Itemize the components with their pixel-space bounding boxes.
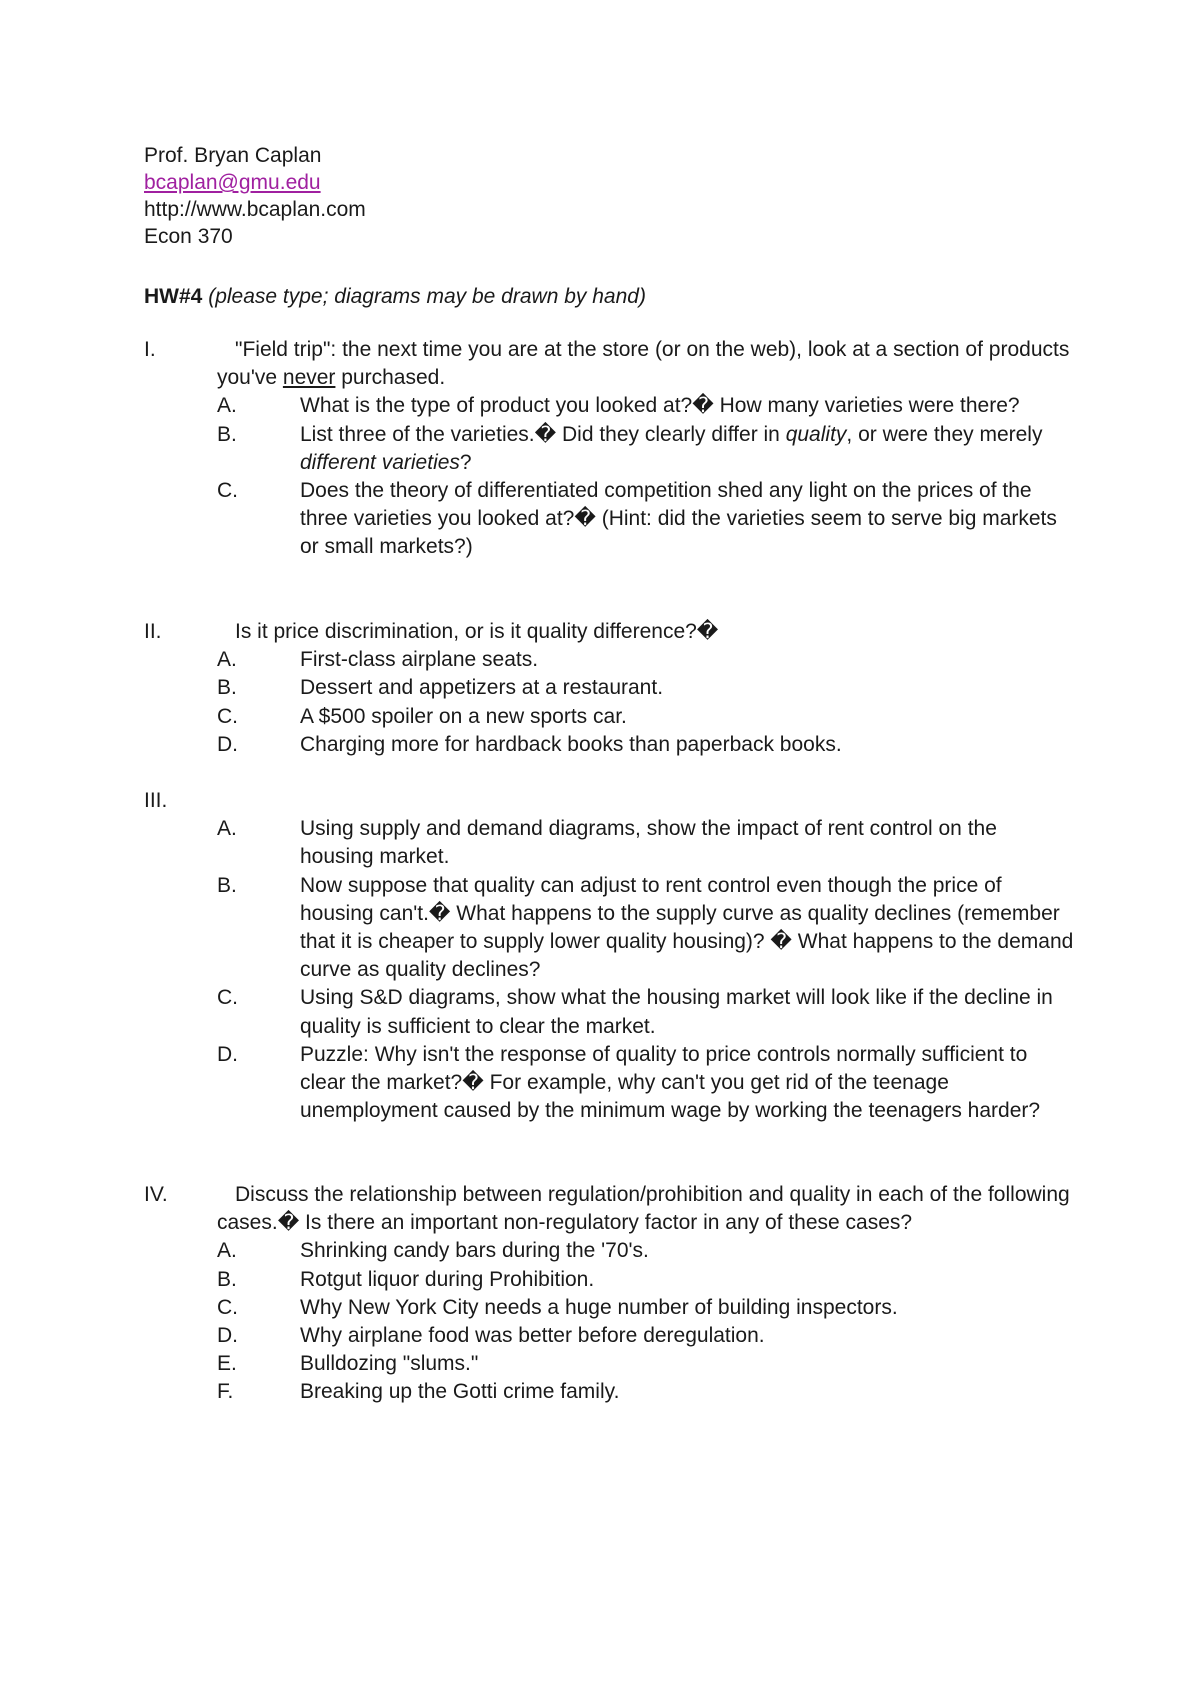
- header-block: [144, 142, 366, 250]
- hw-note: (please type; diagrams may be drawn by hand): [208, 285, 646, 308]
- section-numeral: III.: [144, 789, 168, 812]
- list-item: A. Shrinking candy bars during the '70's.: [217, 1239, 649, 1263]
- list-item: E. Bulldozing "slums.": [217, 1352, 479, 1376]
- list-item: B. Now suppose that quality can adjust to rent control even though the price of housing can't.� What happens to the supply curve as quality declines (remember that it is cheaper to supply lower quality housing)? � What happens to the demand curve as quality declines?: [217, 873, 1074, 982]
- list-item: D. Charging more for hardback books than paperback books.: [217, 732, 842, 756]
- course-name: Econ 370: [144, 225, 233, 248]
- section-question: Discuss the relationship between regulation/prohibition and quality in each of the following cases.� Is there an important non-regulatory factor in any of these cases?: [217, 1183, 1070, 1235]
- list-item: C. Why New York City needs a huge number of building inspectors.: [217, 1295, 898, 1319]
- list-item: D. Puzzle: Why isn't the response of quality to price controls normally sufficient to clear the market?� For example, why can't you get rid of the teenage unemployment caused by the minimum wage by working the teenagers harder?: [217, 1042, 1041, 1123]
- hw-number: HW#4: [144, 285, 203, 308]
- section-1: [144, 336, 1097, 562]
- section-question: "Field trip": the next time you are at the store (or on the web), look at a section of products you've never purchased.: [217, 338, 1070, 390]
- section-numeral: IV.: [144, 1183, 168, 1206]
- list-item: B. Dessert and appetizers at a restaurant.: [217, 676, 664, 700]
- section-4: [144, 1181, 1097, 1407]
- list-item: F. Breaking up the Gotti crime family.: [217, 1380, 620, 1404]
- list-item: C. Using S&D diagrams, show what the housing market will look like if the decline in quality is sufficient to clear the market.: [217, 986, 1053, 1038]
- professor-name: Prof. Bryan Caplan: [144, 144, 322, 167]
- section-question: Is it price discrimination, or is it quality difference?�: [235, 620, 719, 643]
- list-item: A. What is the type of product you looked at?� How many varieties were there?: [217, 394, 1020, 418]
- list-item: A. First-class airplane seats.: [217, 648, 539, 672]
- list-item: C. A $500 spoiler on a new sports car.: [217, 704, 627, 728]
- website-url: http://www.bcaplan.com: [144, 198, 366, 221]
- list-item: B. Rotgut liquor during Prohibition.: [217, 1267, 595, 1291]
- list-item: D. Why airplane food was better before deregulation.: [217, 1324, 765, 1348]
- list-item: C. Does the theory of differentiated competition shed any light on the prices of the three varieties you looked at?� (Hint: did the varieties seem to serve big markets or small markets?): [217, 479, 1057, 559]
- section-2: [144, 618, 1097, 759]
- assignment-title: [144, 283, 646, 310]
- list-item: A. Using supply and demand diagrams, show the impact of rent control on the housing market.: [217, 817, 997, 869]
- email-link[interactable]: bcaplan@gmu.edu: [144, 171, 321, 194]
- section-numeral: I.: [144, 338, 156, 361]
- section-numeral: II.: [144, 620, 162, 643]
- section-3: [144, 787, 1097, 1125]
- list-item: B. List three of the varieties.� Did they clearly differ in quality, or were they merely different varieties?: [217, 422, 1043, 474]
